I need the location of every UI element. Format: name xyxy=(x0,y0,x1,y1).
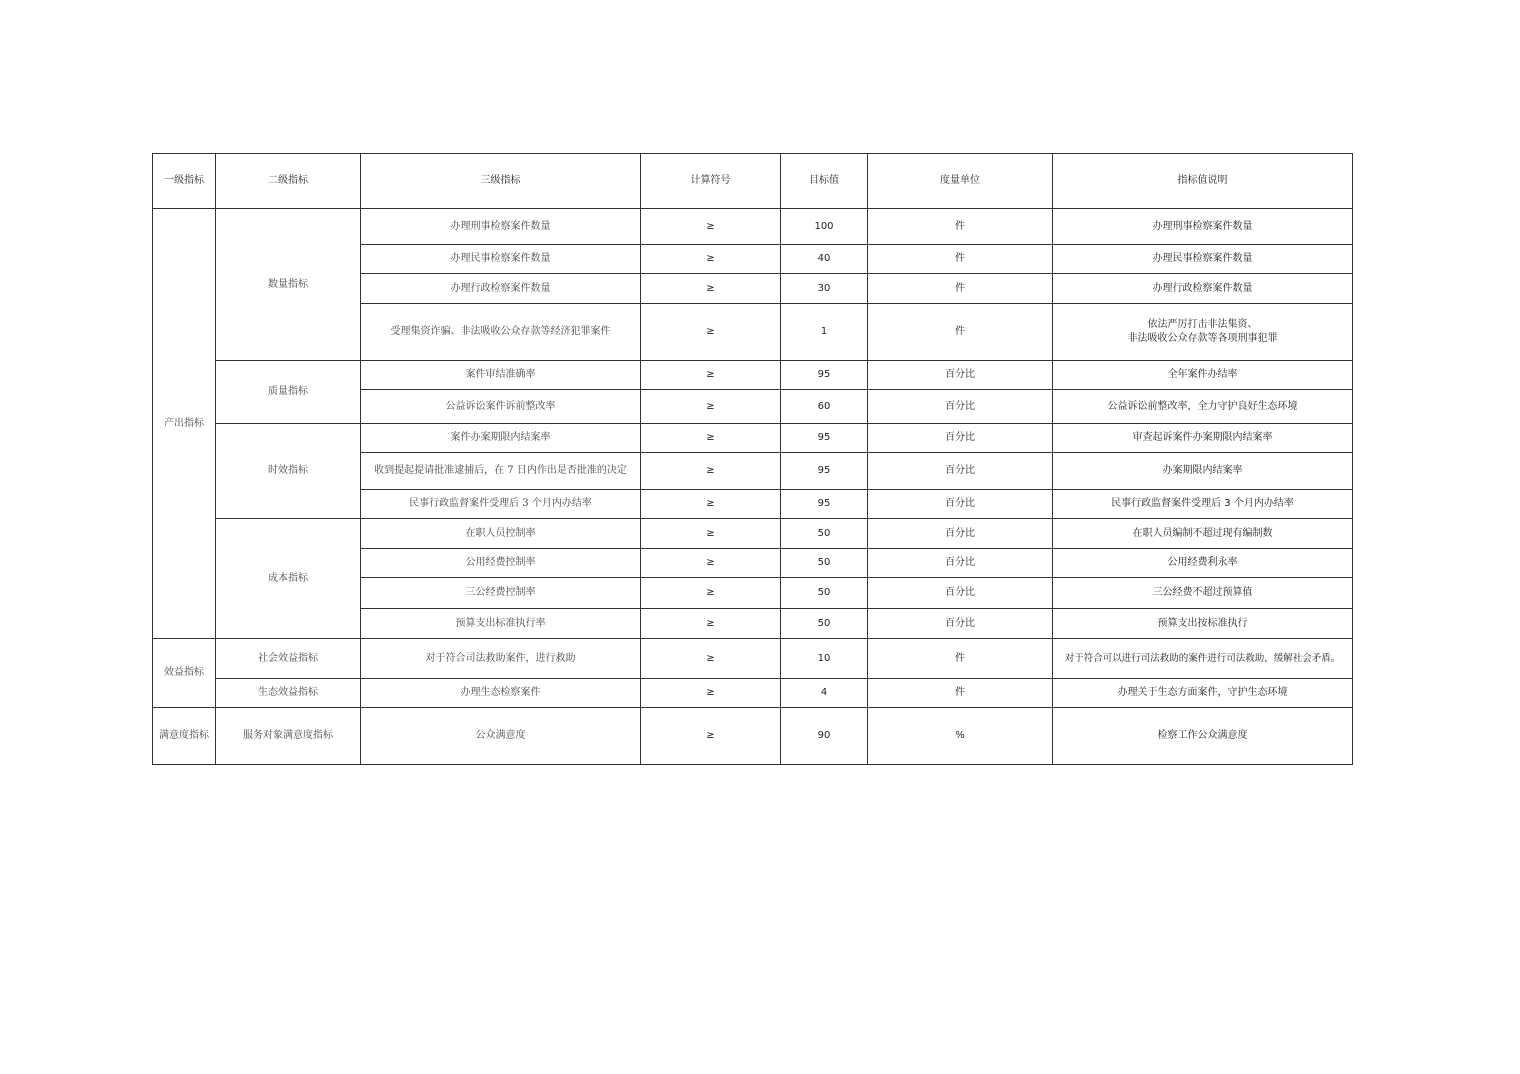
performance-indicator-table xyxy=(152,153,1353,765)
description-cell xyxy=(1053,304,1353,361)
indicator-cell: 办理刑事检察案件数量 xyxy=(361,209,641,245)
operator-cell: ≥ xyxy=(641,424,781,453)
target-cell: 1 xyxy=(781,304,868,361)
description-cell: 办理行政检察案件数量 xyxy=(1053,274,1353,304)
unit-cell: 件 xyxy=(868,304,1053,361)
level1-benefit: 效益指标 xyxy=(153,639,216,708)
description-cell: 审查起诉案件办案期限内结案率 xyxy=(1053,424,1353,453)
unit-cell: 百分比 xyxy=(868,453,1053,490)
header-description: 指标值说明 xyxy=(1053,154,1353,209)
target-cell: 10 xyxy=(781,639,868,679)
indicator-cell: 案件审结准确率 xyxy=(361,361,641,390)
target-cell: 60 xyxy=(781,390,868,424)
target-cell: 100 xyxy=(781,209,868,245)
description-cell: 办理刑事检察案件数量 xyxy=(1053,209,1353,245)
description-cell: 检察工作公众满意度 xyxy=(1053,708,1353,765)
table-row xyxy=(153,708,1353,765)
operator-cell: ≥ xyxy=(641,549,781,578)
indicator-cell: 公用经费控制率 xyxy=(361,549,641,578)
unit-cell: 件 xyxy=(868,274,1053,304)
unit-cell: 百分比 xyxy=(868,578,1053,609)
operator-cell: ≥ xyxy=(641,453,781,490)
indicator-cell: 公益诉讼案件诉前整改率 xyxy=(361,390,641,424)
description-cell: 对于符合可以进行司法救助的案件进行司法救助，缓解社会矛盾。 xyxy=(1053,639,1353,679)
level2-quality: 质量指标 xyxy=(216,361,361,424)
description-line: 非法吸收公众存款等各项刑事犯罪 xyxy=(1127,333,1278,344)
indicator-cell: 三公经费控制率 xyxy=(361,578,641,609)
operator-cell: ≥ xyxy=(641,361,781,390)
operator-cell: ≥ xyxy=(641,390,781,424)
indicator-cell: 办理民事检察案件数量 xyxy=(361,245,641,274)
target-cell: 4 xyxy=(781,679,868,708)
target-cell: 95 xyxy=(781,453,868,490)
indicator-cell: 收到提起提请批准逮捕后，在 7 日内作出是否批准的决定 xyxy=(361,453,641,490)
header-operator: 计算符号 xyxy=(641,154,781,209)
target-cell: 50 xyxy=(781,609,868,639)
indicator-cell: 受理集资诈骗、非法吸收公众存款等经济犯罪案件 xyxy=(361,304,641,361)
table-row xyxy=(153,679,1353,708)
level2-social-benefit: 社会效益指标 xyxy=(216,639,361,679)
description-cell: 公用经费利永率 xyxy=(1053,549,1353,578)
unit-cell: 件 xyxy=(868,679,1053,708)
table-row xyxy=(153,424,1353,453)
header-level3: 三级指标 xyxy=(361,154,641,209)
unit-cell: 百分比 xyxy=(868,424,1053,453)
target-cell: 95 xyxy=(781,361,868,390)
description-cell: 预算支出按标准执行 xyxy=(1053,609,1353,639)
description-line: 依法严厉打击非法集资、 xyxy=(1147,319,1258,330)
indicator-cell: 民事行政监督案件受理后 3 个月内办结率 xyxy=(361,490,641,519)
unit-cell: 件 xyxy=(868,209,1053,245)
description-cell: 办理民事检察案件数量 xyxy=(1053,245,1353,274)
description-cell: 办案期限内结案率 xyxy=(1053,453,1353,490)
header-level1: 一级指标 xyxy=(153,154,216,209)
indicator-cell: 案件办案期限内结案率 xyxy=(361,424,641,453)
table-row xyxy=(153,361,1353,390)
target-cell: 95 xyxy=(781,490,868,519)
header-target: 目标值 xyxy=(781,154,868,209)
operator-cell: ≥ xyxy=(641,490,781,519)
unit-cell: 件 xyxy=(868,639,1053,679)
description-cell: 公益诉讼前整改率，全力守护良好生态环境 xyxy=(1053,390,1353,424)
operator-cell: ≥ xyxy=(641,209,781,245)
unit-cell: 百分比 xyxy=(868,609,1053,639)
level1-output: 产出指标 xyxy=(153,209,216,639)
operator-cell: ≥ xyxy=(641,578,781,609)
level2-quantity: 数量指标 xyxy=(216,209,361,361)
unit-cell: 百分比 xyxy=(868,549,1053,578)
description-cell: 在职人员编制不超过现有编制数 xyxy=(1053,519,1353,549)
level2-satisfaction: 服务对象满意度指标 xyxy=(216,708,361,765)
indicator-cell: 在职人员控制率 xyxy=(361,519,641,549)
operator-cell: ≥ xyxy=(641,609,781,639)
unit-cell: 百分比 xyxy=(868,390,1053,424)
operator-cell: ≥ xyxy=(641,304,781,361)
description-cell: 全年案件办结率 xyxy=(1053,361,1353,390)
indicator-cell: 办理行政检察案件数量 xyxy=(361,274,641,304)
operator-cell: ≥ xyxy=(641,274,781,304)
table-row xyxy=(153,639,1353,679)
operator-cell: ≥ xyxy=(641,679,781,708)
unit-cell: 百分比 xyxy=(868,519,1053,549)
indicator-cell: 公众满意度 xyxy=(361,708,641,765)
level1-satisfaction: 满意度指标 xyxy=(153,708,216,765)
target-cell: 40 xyxy=(781,245,868,274)
operator-cell: ≥ xyxy=(641,245,781,274)
unit-cell: 百分比 xyxy=(868,361,1053,390)
header-level2: 二级指标 xyxy=(216,154,361,209)
table-row xyxy=(153,519,1353,549)
indicator-cell: 办理生态检察案件 xyxy=(361,679,641,708)
level2-eco-benefit: 生态效益指标 xyxy=(216,679,361,708)
table-row xyxy=(153,209,1353,245)
unit-cell: % xyxy=(868,708,1053,765)
operator-cell: ≥ xyxy=(641,519,781,549)
level2-timeliness: 时效指标 xyxy=(216,424,361,519)
header-row xyxy=(153,154,1353,209)
target-cell: 90 xyxy=(781,708,868,765)
description-cell: 民事行政监督案件受理后 3 个月内办结率 xyxy=(1053,490,1353,519)
target-cell: 50 xyxy=(781,519,868,549)
unit-cell: 百分比 xyxy=(868,490,1053,519)
operator-cell: ≥ xyxy=(641,639,781,679)
description-cell: 办理关于生态方面案件，守护生态环境 xyxy=(1053,679,1353,708)
target-cell: 30 xyxy=(781,274,868,304)
target-cell: 95 xyxy=(781,424,868,453)
unit-cell: 件 xyxy=(868,245,1053,274)
target-cell: 50 xyxy=(781,549,868,578)
description-cell: 三公经费不超过预算值 xyxy=(1053,578,1353,609)
target-cell: 50 xyxy=(781,578,868,609)
header-unit: 度量单位 xyxy=(868,154,1053,209)
level2-cost: 成本指标 xyxy=(216,519,361,639)
indicator-cell: 对于符合司法救助案件，进行救助 xyxy=(361,639,641,679)
indicator-cell: 预算支出标准执行率 xyxy=(361,609,641,639)
operator-cell: ≥ xyxy=(641,708,781,765)
